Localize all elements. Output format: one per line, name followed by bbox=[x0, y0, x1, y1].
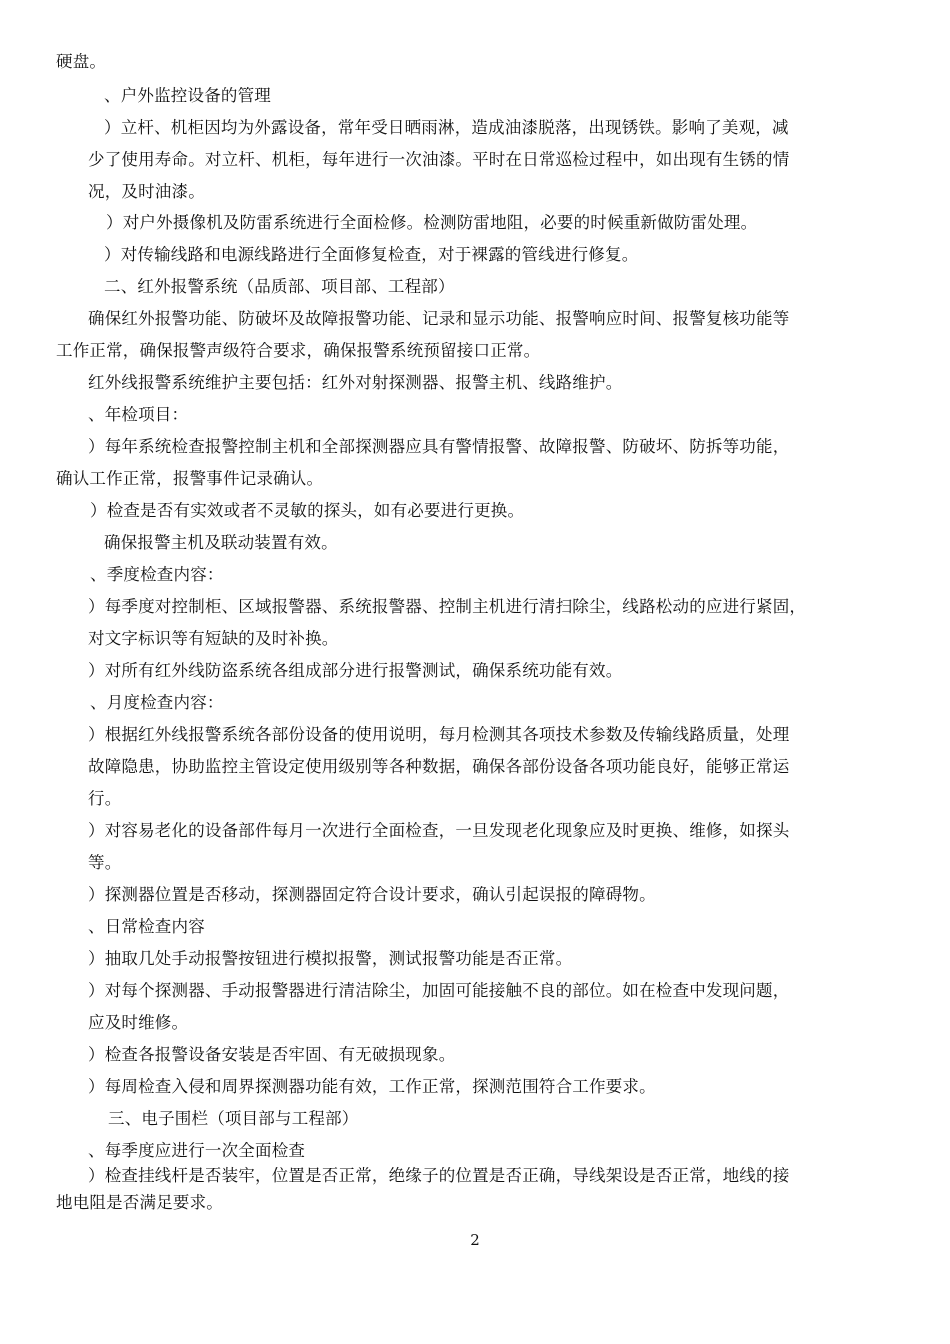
text-line: 确保报警主机及联动装置有效。 bbox=[104, 533, 338, 552]
text-line: 应及时维修。 bbox=[88, 1013, 189, 1032]
text-line: ）每年系统检查报警控制主机和全部探测器应具有警情报警、故障报警、防破坏、防拆等功能， bbox=[88, 437, 790, 456]
text-line: ）立杆、机柜因均为外露设备，常年受日晒雨淋，造成油漆脱落，出现锈铁。影响了美观，减 bbox=[104, 118, 789, 137]
text-line: 少了使用寿命。对立杆、机柜，每年进行一次油漆。平时在日常巡检过程中，如出现有生锈的情 bbox=[88, 150, 790, 169]
text-line: 等。 bbox=[88, 853, 122, 872]
text-line: ）每周检查入侵和周界探测器功能有效，工作正常，探测范围符合工作要求。 bbox=[88, 1077, 656, 1096]
section-heading: 、户外监控设备的管理 bbox=[104, 86, 271, 105]
page-number: 2 bbox=[470, 1231, 480, 1249]
text-line: 故障隐患，协助监控主管设定使用级别等各种数据，确保各部份设备各项功能良好，能够正常运 bbox=[88, 757, 790, 776]
text-line: ）抽取几处手动报警按钮进行模拟报警，测试报警功能是否正常。 bbox=[88, 949, 573, 968]
section-heading: 、月度检查内容： bbox=[90, 693, 224, 712]
text-line: 红外线报警系统维护主要包括：红外对射探测器、报警主机、线路维护。 bbox=[88, 373, 623, 392]
section-heading: 、每季度应进行一次全面检查 bbox=[88, 1141, 306, 1160]
text-line: ）根据红外线报警系统各部份设备的使用说明，每月检测其各项技术参数及传输线路质量，处理 bbox=[88, 725, 790, 744]
text-line: ）对容易老化的设备部件每月一次进行全面检查，一旦发现老化现象应及时更换、维修，如探头 bbox=[88, 821, 790, 840]
section-heading: 三、电子围栏（项目部与工程部） bbox=[108, 1109, 359, 1128]
text-line: 地电阻是否满足要求。 bbox=[56, 1193, 223, 1212]
text-line: 工作正常，确保报警声级符合要求，确保报警系统预留接口正常。 bbox=[56, 341, 541, 360]
text-line: 确认工作正常，报警事件记录确认。 bbox=[56, 469, 324, 488]
text-line: 确保红外报警功能、防破坏及故障报警功能、记录和显示功能、报警响应时间、报警复核功能等 bbox=[88, 309, 790, 328]
text-line: ）对户外摄像机及防雷系统进行全面检修。检测防雷地阻，必要的时候重新做防雷处理。 bbox=[106, 213, 758, 232]
text-line: ）对传输线路和电源线路进行全面修复检查，对于裸露的管线进行修复。 bbox=[104, 245, 639, 264]
text-line: ）检查挂线杆是否装牢，位置是否正常，绝缘子的位置是否正确，导线架设是否正常，地线的接 bbox=[88, 1166, 790, 1185]
section-heading: 、季度检查内容： bbox=[90, 565, 224, 584]
text-line: 对文字标识等有短缺的及时补换。 bbox=[88, 629, 339, 648]
text-line: ）对每个探测器、手动报警器进行清洁除尘，加固可能接触不良的部位。如在检查中发现问题， bbox=[88, 981, 790, 1000]
text-line: ）探测器位置是否移动，探测器固定符合设计要求，确认引起误报的障碍物。 bbox=[88, 885, 656, 904]
section-heading: 、日常检查内容 bbox=[88, 917, 205, 936]
section-heading: 、年检项目： bbox=[88, 405, 189, 424]
text-line: 硬盘。 bbox=[56, 52, 107, 71]
text-line: 况，及时油漆。 bbox=[88, 182, 205, 201]
text-line: ）每季度对控制柜、区域报警器、系统报警器、控制主机进行清扫除尘，线路松动的应进行紧固， bbox=[88, 597, 807, 616]
section-heading: 二、红外报警系统（品质部、项目部、工程部） bbox=[104, 277, 455, 296]
text-line: ）检查各报警设备安装是否牢固、有无破损现象。 bbox=[88, 1045, 456, 1064]
text-line: 行。 bbox=[88, 789, 122, 808]
text-line: ）检查是否有实效或者不灵敏的探头，如有必要进行更换。 bbox=[90, 501, 525, 520]
text-line: ）对所有红外线防盗系统各组成部分进行报警测试，确保系统功能有效。 bbox=[88, 661, 623, 680]
